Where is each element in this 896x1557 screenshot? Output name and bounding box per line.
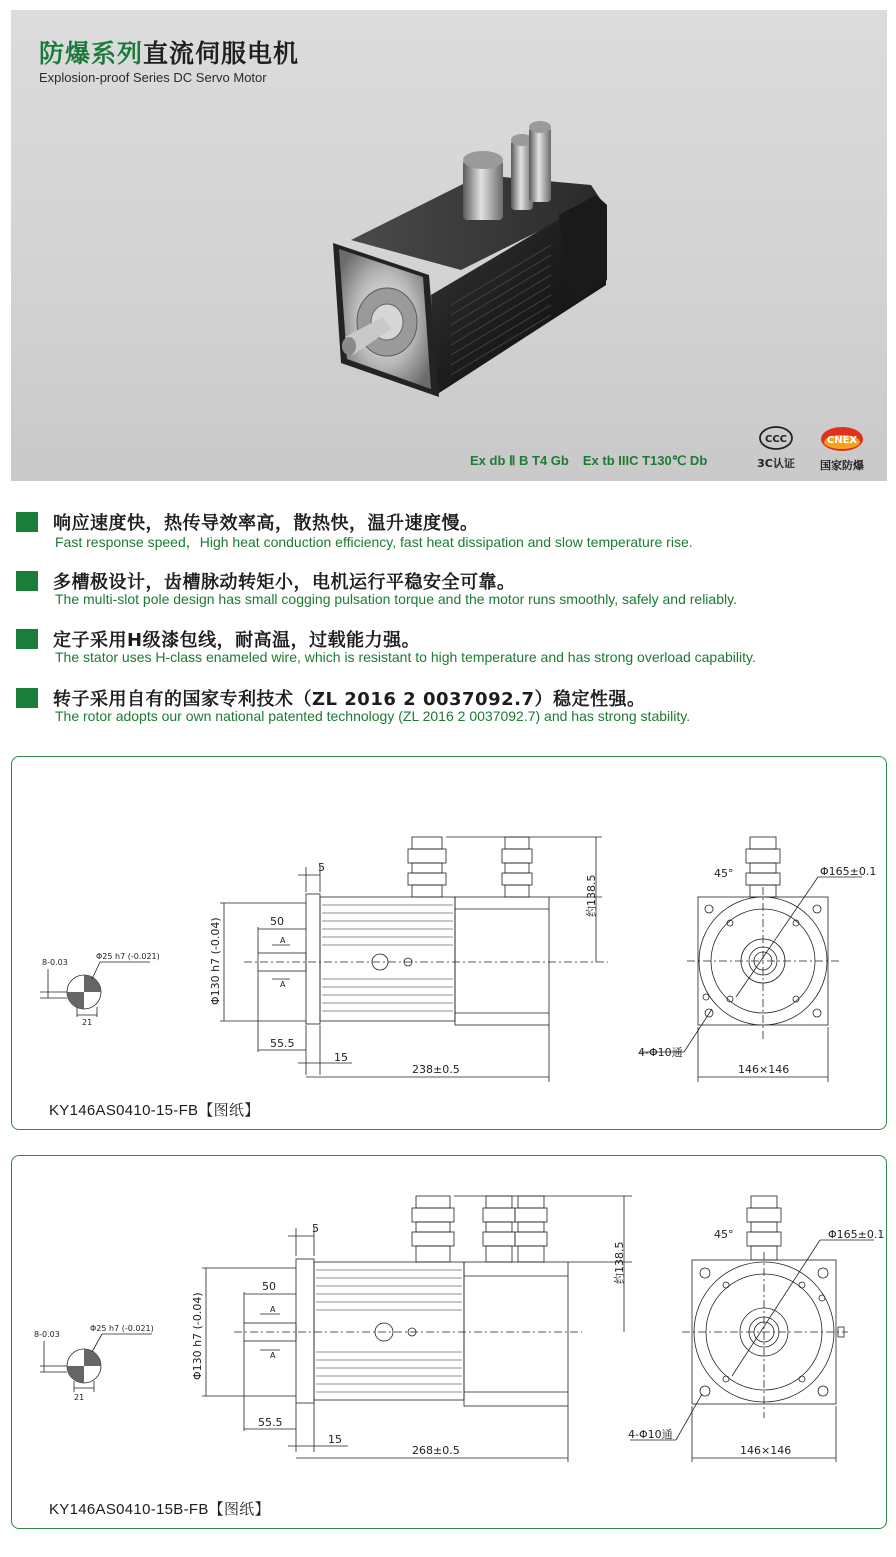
key-width-label: 8-0.03 xyxy=(42,958,68,967)
shaft-offset-label: 55.5 xyxy=(258,1416,283,1429)
pilot-dia-label: Φ130 h7 (-0.04) xyxy=(209,917,222,1005)
key-depth-label: 21 xyxy=(82,1018,93,1027)
feature-item xyxy=(16,625,886,684)
shaft-dia-label: Φ25 h7 (-0.021) xyxy=(90,1324,154,1333)
step-label: 15 xyxy=(328,1433,342,1446)
feature-description: Fast response speed，High heat conduction efficiency, fast heat dissipation and slow temperature rise. xyxy=(55,534,693,550)
cnex-logo-text: CNEX xyxy=(826,435,858,446)
cert-cnex-label: 国家防爆 xyxy=(820,459,864,472)
feature-item xyxy=(16,684,886,743)
side-view xyxy=(191,1196,632,1462)
section-a-bottom: A xyxy=(280,980,286,989)
front-view xyxy=(628,1196,884,1462)
ccc-logo-text: CCC xyxy=(764,434,788,445)
rating-dust: Ex tb IIIC T130℃ Db xyxy=(582,453,708,468)
flange-thk-label: 5 xyxy=(312,1222,319,1235)
feature-item xyxy=(16,567,886,626)
section-a-top: A xyxy=(280,936,286,945)
holes-label: 4-Φ10通 xyxy=(638,1046,683,1059)
explosion-ratings xyxy=(470,453,721,469)
shaft-section-view xyxy=(34,1324,154,1402)
square-label: 146×146 xyxy=(738,1063,790,1076)
step-label: 15 xyxy=(334,1051,348,1064)
bullet-square-icon xyxy=(16,571,38,591)
angle-label: 45° xyxy=(714,867,734,880)
drawing-panel-2 xyxy=(11,1155,887,1529)
motor-product-image xyxy=(311,105,621,410)
shaft-len-label: 50 xyxy=(270,915,284,928)
page-subtitle: Explosion-proof Series DC Servo Motor xyxy=(39,70,267,85)
drawing-panel-1 xyxy=(11,756,887,1130)
front-view xyxy=(638,837,876,1082)
length-label: 268±0.5 xyxy=(412,1444,460,1457)
feature-title: 响应速度快，热传导效率高，散热快，温升速度慢。 xyxy=(53,513,479,534)
key-width-label: 8-0.03 xyxy=(34,1330,60,1339)
feature-title: 定子采用H级漆包线，耐高温，过载能力强。 xyxy=(53,630,421,651)
angle-label: 45° xyxy=(714,1228,734,1241)
ccc-logo-icon xyxy=(759,426,793,450)
feature-title: 转子采用自有的国家专利技术（ZL 2016 2 0037092.7）稳定性强。 xyxy=(53,688,646,710)
page-title xyxy=(39,34,299,70)
cnex-logo-icon xyxy=(820,426,864,452)
rating-gas: Ex db Ⅱ B T4 Gb xyxy=(470,453,569,468)
shaft-offset-label: 55.5 xyxy=(270,1037,295,1050)
flange-thk-label: 5 xyxy=(318,861,325,874)
cert-3c xyxy=(753,426,799,471)
bullet-square-icon xyxy=(16,629,38,649)
height-label: 约138.5 xyxy=(585,874,598,917)
cert-3c-label: 3C认证 xyxy=(757,457,795,470)
cert-cnex xyxy=(813,426,871,473)
square-label: 146×146 xyxy=(740,1444,792,1457)
hero-banner xyxy=(11,10,887,481)
title-rest: 直流伺服电机 xyxy=(143,39,300,68)
shaft-section-view xyxy=(40,952,160,1027)
side-view xyxy=(209,837,608,1082)
model-number[interactable]: KY146AS0410-15B-FB【图纸】 xyxy=(49,1501,270,1518)
feature-title: 多槽极设计，齿槽脉动转矩小，电机运行平稳安全可靠。 xyxy=(53,571,516,593)
feature-description: The stator uses H-class enameled wire, which is resistant to high temperature and has strong overload capability. xyxy=(55,649,756,665)
bullet-square-icon xyxy=(16,688,38,708)
feature-description: The rotor adopts our own national patented technology (ZL 2016 2 0037092.7) and has strong stability. xyxy=(55,707,691,724)
shaft-len-label: 50 xyxy=(262,1280,276,1293)
section-a-top: A xyxy=(270,1305,276,1314)
shaft-dia-label: Φ25 h7 (-0.021) xyxy=(96,952,160,961)
technical-drawing-2 xyxy=(12,1156,884,1526)
title-accent: 防爆系列 xyxy=(39,39,144,68)
pilot-dia-label: Φ130 h7 (-0.04) xyxy=(191,1292,204,1380)
bullet-square-icon xyxy=(16,512,38,532)
model-number[interactable]: KY146AS0410-15-FB【图纸】 xyxy=(49,1102,260,1119)
holes-label: 4-Φ10通 xyxy=(628,1428,673,1441)
feature-list xyxy=(16,508,886,742)
key-depth-label: 21 xyxy=(74,1393,85,1402)
technical-drawing-1 xyxy=(12,757,884,1127)
feature-item xyxy=(16,508,886,567)
section-a-bottom: A xyxy=(270,1351,276,1360)
height-label: 约138.5 xyxy=(613,1241,626,1284)
bolt-circle-label: Φ165±0.1 xyxy=(820,865,877,878)
bolt-circle-label: Φ165±0.1 xyxy=(828,1228,884,1241)
feature-description: The multi-slot pole design has small cogging pulsation torque and the motor runs smoothly, safely and reliably. xyxy=(55,590,737,607)
length-label: 238±0.5 xyxy=(412,1063,460,1076)
